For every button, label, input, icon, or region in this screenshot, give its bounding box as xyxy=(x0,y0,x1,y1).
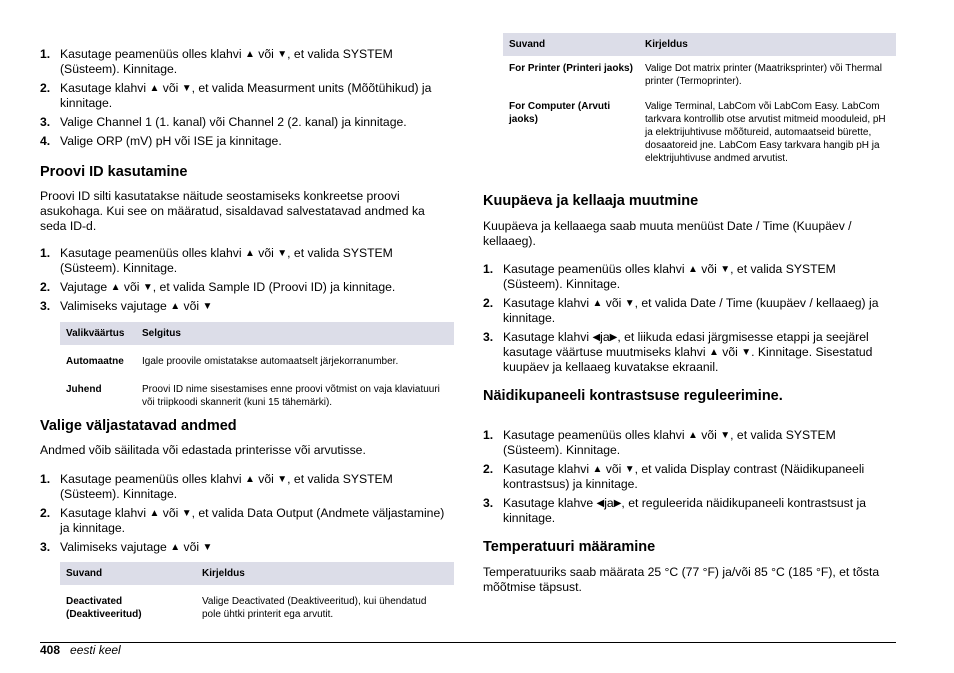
up-arrow-icon: ▲ xyxy=(687,264,698,275)
up-arrow-icon: ▲ xyxy=(687,430,698,441)
down-arrow-icon: ▼ xyxy=(181,508,192,519)
up-arrow-icon: ▲ xyxy=(149,508,160,519)
table-row: For Printer (Printeri jaoks) Valige Dot matrix printer (Maatriksprinter) või Thermal printer (Termoprinter). xyxy=(503,57,896,95)
section-paragraph: Kuupäeva ja kellaaega saab muuta menüüst Date / Time (Kuupäev / kellaaeg). xyxy=(483,219,852,248)
contrast-steps-list xyxy=(483,428,896,526)
down-arrow-icon: ▼ xyxy=(277,248,288,259)
right-arrow-icon: ▶ xyxy=(613,498,622,509)
up-arrow-icon: ▲ xyxy=(592,298,603,309)
down-arrow-icon: ▼ xyxy=(624,298,635,309)
proovi-steps-list xyxy=(40,246,455,314)
table-header: Suvand Kirjeldus xyxy=(60,562,454,586)
list-item: 3. Kasutage klahve ◀ja▶, et reguleerida näidikupaneeli kontrastsust ja kinnitage. xyxy=(483,496,866,525)
list-item: 2. Kasutage klahvi ▲ või ▼, et valida Date / Time (kuupäev / kellaaeg) ja kinnitage. xyxy=(483,296,879,325)
section-heading: Proovi ID kasutamine xyxy=(40,164,188,180)
list-item: 4. Valige ORP (mV) pH või ISE ja kinnitage. xyxy=(40,134,282,148)
list-item: 3. Valige Channel 1 (1. kanal) või Channel 2 (2. kanal) ja kinnitage. xyxy=(40,115,407,129)
section-heading: Näidikupaneeli kontrastsuse reguleerimine. xyxy=(483,388,783,404)
up-arrow-icon: ▲ xyxy=(244,248,255,259)
down-arrow-icon: ▼ xyxy=(202,301,213,312)
down-arrow-icon: ▼ xyxy=(202,542,213,553)
data-output-table xyxy=(60,562,454,627)
up-arrow-icon: ▲ xyxy=(170,301,181,312)
table-header: Suvand Kirjeldus xyxy=(503,33,896,57)
up-arrow-icon: ▲ xyxy=(708,347,719,358)
left-arrow-icon: ◀ xyxy=(592,332,601,343)
footer-language: eesti keel xyxy=(70,643,121,657)
down-arrow-icon: ▼ xyxy=(720,264,731,275)
section-heading: Temperatuuri määramine xyxy=(483,539,656,555)
up-arrow-icon: ▲ xyxy=(170,542,181,553)
list-item: 2. Kasutage klahvi ▲ või ▼, et valida Data Output (Andmete väljastamine) ja kinnitage. xyxy=(40,506,445,535)
table-row: Automaatne Igale proovile omistatakse automaatselt järjekorranumber. xyxy=(60,346,454,375)
down-arrow-icon: ▼ xyxy=(741,347,752,358)
up-arrow-icon: ▲ xyxy=(110,282,121,293)
list-item: 1. Kasutage peamenüüs olles klahvi ▲ või ▼, et valida SYSTEM (Süsteem). Kinnitage. xyxy=(40,472,393,501)
down-arrow-icon: ▼ xyxy=(181,83,192,94)
down-arrow-icon: ▼ xyxy=(142,282,153,293)
table-row: Juhend Proovi ID nime sisestamises enne proovi võtmist on vaja klaviatuuri või triipkoodi skannerit (kuni 15 tähemärki). xyxy=(60,375,454,416)
list-item: 2. Kasutage klahvi ▲ või ▼, et valida Measurment units (Mõõtühikud) ja kinnitage. xyxy=(40,81,432,110)
table-row: Deactivated (Deaktiveeritud) Valige Deactivated (Deaktiveeritud), kui ühendatud pole ühtki printerit ega arvutit. xyxy=(60,586,454,628)
list-item: 3. Valimiseks vajutage ▲ või ▼ xyxy=(40,299,213,313)
list-item: 2. Vajutage ▲ või ▼, et valida Sample ID (Proovi ID) ja kinnitage. xyxy=(40,280,396,294)
table-row: For Computer (Arvuti jaoks) Valige Terminal, LabCom või LabCom Easy. LabCom tarkvara kontrollib otse arvutist mitmeid mooduleid, pH ja elektrijuhtivuse mõõtureid, automaatseid bürette, dosaatoreid jne. LabCom Easy tarkvara hangib pH ja elektrijuhtivuse andmed arvutist. xyxy=(503,95,896,172)
footer-divider xyxy=(40,642,896,643)
down-arrow-icon: ▼ xyxy=(624,464,635,475)
section-paragraph: Proovi ID silti kasutatakse näitude seostamiseks konkreetse proovi asukohaga. Kui see on määratud, sisaldavad salvestatavad andmed ka seda ID-d. xyxy=(40,189,425,233)
data-output-steps-list xyxy=(40,472,455,555)
right-arrow-icon: ▶ xyxy=(609,332,618,343)
list-item: 1. Kasutage peamenüüs olles klahvi ▲ või ▼, et valida SYSTEM (Süsteem). Kinnitage. xyxy=(483,262,836,291)
section-paragraph: Temperatuuriks saab määrata 25 °C (77 °F) ja/või 85 °C (185 °F), et tõsta mõõtmise täpsust. xyxy=(483,565,880,594)
section-heading: Kuupäeva ja kellaaja muutmine xyxy=(483,193,699,209)
page-footer xyxy=(40,643,121,657)
up-arrow-icon: ▲ xyxy=(149,83,160,94)
list-item: 3. Kasutage klahvi ◀ja▶, et liikuda edasi järgmisesse etappi ja seejärel kasutage väärtuse muutmiseks klahvi ▲ või ▼. Kinnitage. Sisestatud kuupäev ja kellaaeg kuvatakse ekraanil. xyxy=(483,330,873,374)
list-item: 2. Kasutage klahvi ▲ või ▼, et valida Display contrast (Näidikupaneeli kontrastsus) ja kinnitage. xyxy=(483,462,865,491)
list-item: 3. Valimiseks vajutage ▲ või ▼ xyxy=(40,540,213,554)
down-arrow-icon: ▼ xyxy=(277,474,288,485)
down-arrow-icon: ▼ xyxy=(277,49,288,60)
section-heading: Valige väljastatavad andmed xyxy=(40,418,237,434)
list-item: 1. Kasutage peamenüüs olles klahvi ▲ või ▼, et valida SYSTEM (Süsteem). Kinnitage. xyxy=(40,47,393,76)
down-arrow-icon: ▼ xyxy=(720,430,731,441)
up-arrow-icon: ▲ xyxy=(592,464,603,475)
list-item: 1. Kasutage peamenüüs olles klahvi ▲ või ▼, et valida SYSTEM (Süsteem). Kinnitage. xyxy=(40,246,393,275)
sample-id-table xyxy=(60,322,454,415)
date-time-steps-list xyxy=(483,262,896,375)
page-number: 408 xyxy=(40,643,61,657)
table-header: Valikväärtus Selgitus xyxy=(60,322,454,346)
list-item: 1. Kasutage peamenüüs olles klahvi ▲ või ▼, et valida SYSTEM (Süsteem). Kinnitage. xyxy=(483,428,836,457)
up-arrow-icon: ▲ xyxy=(244,49,255,60)
left-arrow-icon: ◀ xyxy=(596,498,605,509)
output-options-table xyxy=(503,33,896,171)
system-steps-list xyxy=(40,47,455,149)
up-arrow-icon: ▲ xyxy=(244,474,255,485)
section-paragraph: Andmed võib säilitada või edastada printerisse või arvutisse. xyxy=(40,443,366,457)
